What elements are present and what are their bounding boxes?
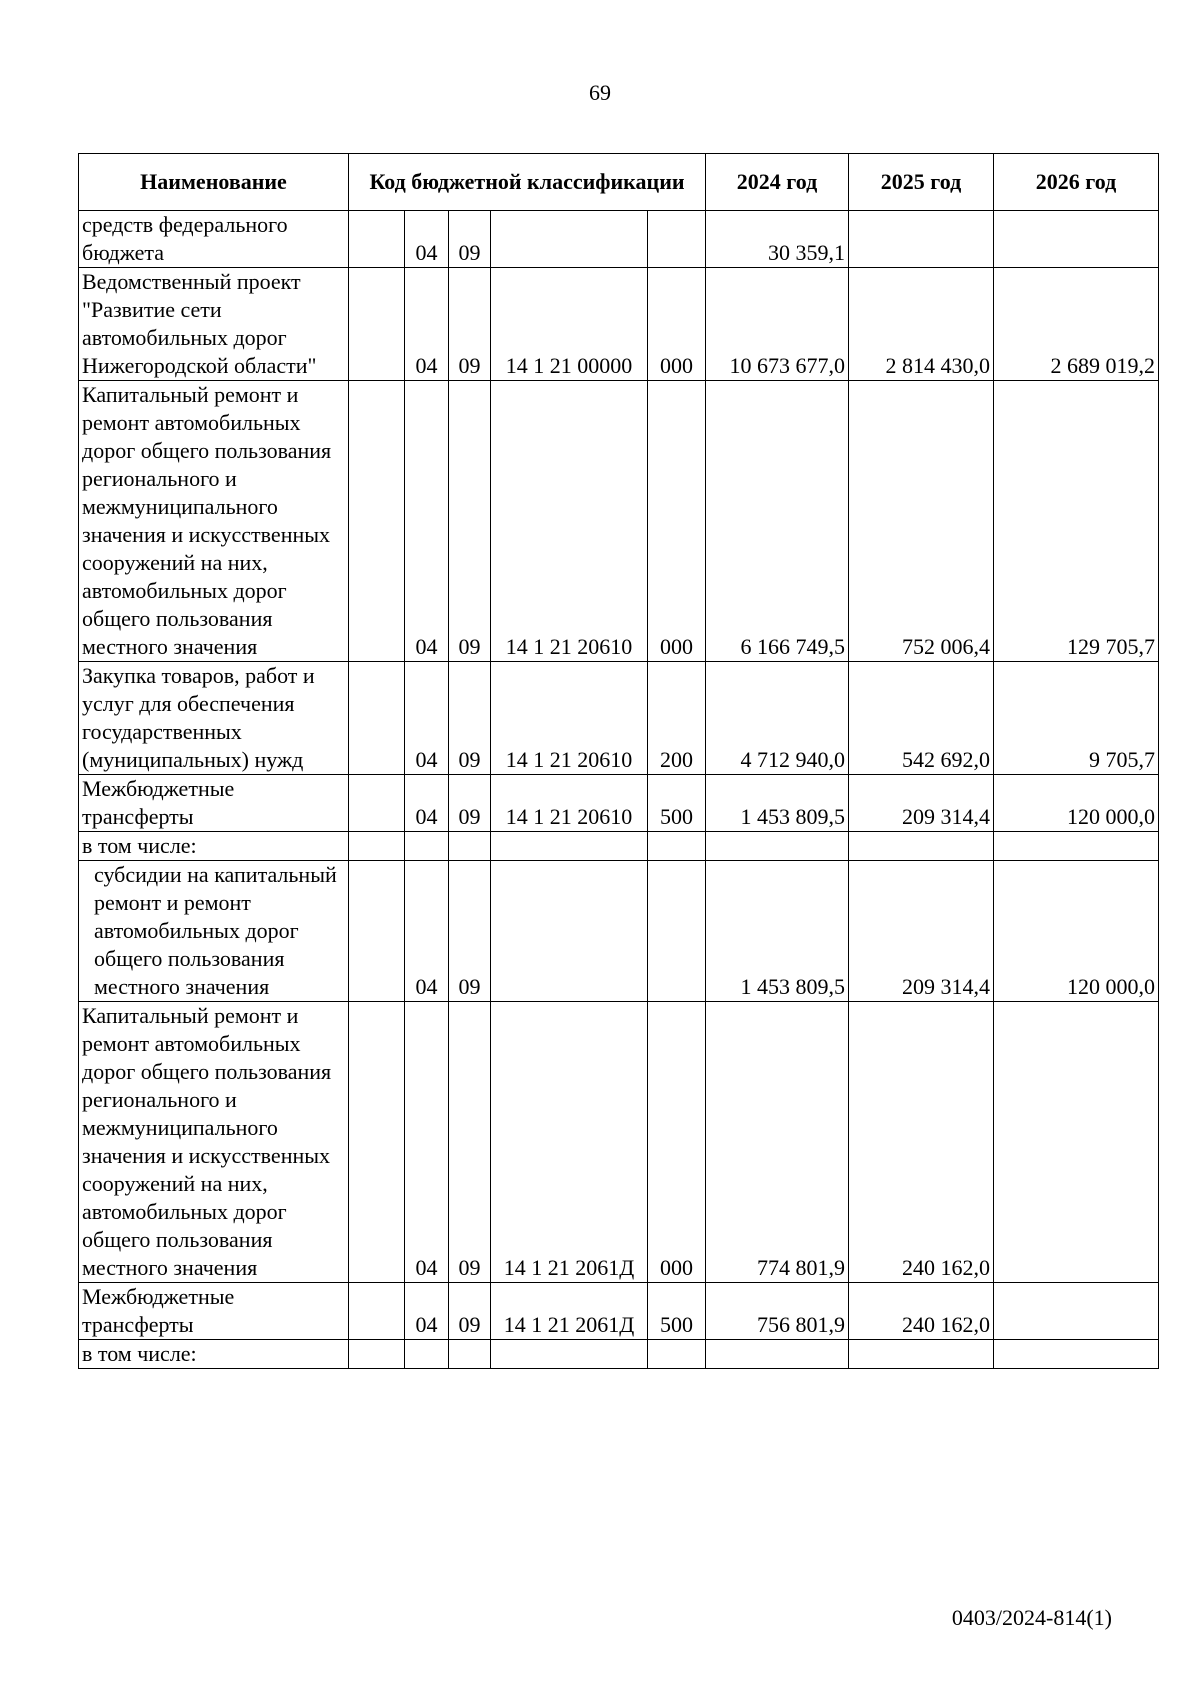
row-name: Закупка товаров, работ и услуг для обеспечения государственных (муниципальных) нужд — [79, 662, 349, 775]
row-code-type: 000 — [648, 381, 706, 662]
row-code-0 — [349, 775, 405, 832]
row-value-2026 — [994, 211, 1159, 268]
row-value-2025: 542 692,0 — [849, 662, 994, 775]
row-value-2026 — [994, 1283, 1159, 1340]
row-code-section: 04 — [405, 1002, 449, 1283]
row-code-target: 14 1 21 2061Д — [491, 1002, 648, 1283]
row-code-0 — [349, 1283, 405, 1340]
row-value-2025: 240 162,0 — [849, 1002, 994, 1283]
row-code-subsection: 09 — [449, 662, 491, 775]
table-row — [79, 381, 1159, 662]
row-code-target: 14 1 21 2061Д — [491, 1283, 648, 1340]
row-value-2025: 240 162,0 — [849, 1283, 994, 1340]
row-code-target — [491, 861, 648, 1002]
row-name: субсидии на капитальный ремонт и ремонт автомобильных дорог общего пользования местного значения — [94, 862, 337, 999]
row-code-subsection: 09 — [449, 861, 491, 1002]
row-value-2026 — [994, 1340, 1159, 1369]
row-code-type — [648, 1340, 706, 1369]
row-code-type — [648, 861, 706, 1002]
row-value-2024 — [706, 1340, 849, 1369]
row-code-target: 14 1 21 20610 — [491, 775, 648, 832]
row-value-2025: 2 814 430,0 — [849, 268, 994, 381]
row-code-subsection: 09 — [449, 775, 491, 832]
table-row — [79, 1340, 1159, 1369]
row-name: Капитальный ремонт и ремонт автомобильных дорог общего пользования регионального и межмуниципального значения и искусственных сооружений на них, автомобильных дорог общего пользования местного значения — [79, 381, 349, 662]
budget-table — [78, 153, 1159, 1369]
row-code-subsection: 09 — [449, 211, 491, 268]
table-row — [79, 662, 1159, 775]
row-name: Межбюджетные трансферты — [79, 1283, 349, 1340]
table-row — [79, 861, 1159, 1002]
table-row — [79, 1002, 1159, 1283]
row-value-2025: 209 314,4 — [849, 861, 994, 1002]
row-value-2024: 756 801,9 — [706, 1283, 849, 1340]
row-name: Межбюджетные трансферты — [79, 775, 349, 832]
row-value-2026: 129 705,7 — [994, 381, 1159, 662]
row-code-0 — [349, 1340, 405, 1369]
row-code-0 — [349, 381, 405, 662]
row-code-type — [648, 832, 706, 861]
row-code-target: 14 1 21 00000 — [491, 268, 648, 381]
row-code-section — [405, 832, 449, 861]
row-name-cell — [79, 861, 349, 1002]
header-2025: 2025 год — [849, 154, 994, 211]
row-value-2026: 120 000,0 — [994, 861, 1159, 1002]
row-code-type: 000 — [648, 268, 706, 381]
row-value-2024: 1 453 809,5 — [706, 861, 849, 1002]
row-value-2024 — [706, 832, 849, 861]
row-code-type: 200 — [648, 662, 706, 775]
row-code-section: 04 — [405, 861, 449, 1002]
row-code-section: 04 — [405, 211, 449, 268]
row-code-section: 04 — [405, 775, 449, 832]
header-2026: 2026 год — [994, 154, 1159, 211]
row-code-section: 04 — [405, 381, 449, 662]
row-value-2025: 752 006,4 — [849, 381, 994, 662]
row-code-0 — [349, 832, 405, 861]
row-value-2024: 30 359,1 — [706, 211, 849, 268]
row-code-target: 14 1 21 20610 — [491, 662, 648, 775]
table-header-row — [79, 154, 1159, 211]
row-value-2025 — [849, 211, 994, 268]
row-name: средств федерального бюджета — [79, 211, 349, 268]
table-row — [79, 1283, 1159, 1340]
row-code-section: 04 — [405, 1283, 449, 1340]
row-code-type — [648, 211, 706, 268]
row-name: Капитальный ремонт и ремонт автомобильных дорог общего пользования регионального и межмуниципального значения и искусственных сооружений на них, автомобильных дорог общего пользования местного значения — [79, 1002, 349, 1283]
row-code-subsection: 09 — [449, 268, 491, 381]
row-value-2025 — [849, 832, 994, 861]
row-code-subsection — [449, 1340, 491, 1369]
row-code-type: 000 — [648, 1002, 706, 1283]
row-code-target — [491, 211, 648, 268]
row-value-2024: 6 166 749,5 — [706, 381, 849, 662]
row-value-2026 — [994, 832, 1159, 861]
row-name: в том числе: — [79, 832, 349, 861]
row-code-subsection: 09 — [449, 381, 491, 662]
row-code-0 — [349, 662, 405, 775]
row-value-2024: 10 673 677,0 — [706, 268, 849, 381]
table-row — [79, 268, 1159, 381]
row-name: Ведомственный проект "Развитие сети автомобильных дорог Нижегородской области" — [79, 268, 349, 381]
row-code-subsection: 09 — [449, 1002, 491, 1283]
row-code-0 — [349, 211, 405, 268]
table-row — [79, 211, 1159, 268]
row-value-2026: 120 000,0 — [994, 775, 1159, 832]
row-code-0 — [349, 1002, 405, 1283]
row-code-section: 04 — [405, 268, 449, 381]
row-code-target — [491, 1340, 648, 1369]
row-value-2026: 2 689 019,2 — [994, 268, 1159, 381]
row-value-2026 — [994, 1002, 1159, 1283]
row-value-2026: 9 705,7 — [994, 662, 1159, 775]
row-code-0 — [349, 861, 405, 1002]
table-row — [79, 775, 1159, 832]
document-code: 0403/2024-814(1) — [951, 1605, 1112, 1630]
row-code-subsection: 09 — [449, 1283, 491, 1340]
row-code-target — [491, 832, 648, 861]
header-name: Наименование — [79, 154, 349, 211]
row-value-2024: 774 801,9 — [706, 1002, 849, 1283]
row-value-2024: 1 453 809,5 — [706, 775, 849, 832]
row-name: в том числе: — [79, 1340, 349, 1369]
header-code: Код бюджетной классификации — [349, 154, 706, 211]
row-code-target: 14 1 21 20610 — [491, 381, 648, 662]
row-value-2025 — [849, 1340, 994, 1369]
row-code-type: 500 — [648, 775, 706, 832]
row-code-subsection — [449, 832, 491, 861]
page-number: 69 — [589, 80, 611, 105]
row-code-type: 500 — [648, 1283, 706, 1340]
row-code-section — [405, 1340, 449, 1369]
table-row — [79, 832, 1159, 861]
row-code-section: 04 — [405, 662, 449, 775]
row-code-0 — [349, 268, 405, 381]
row-value-2025: 209 314,4 — [849, 775, 994, 832]
row-value-2024: 4 712 940,0 — [706, 662, 849, 775]
header-2024: 2024 год — [706, 154, 849, 211]
